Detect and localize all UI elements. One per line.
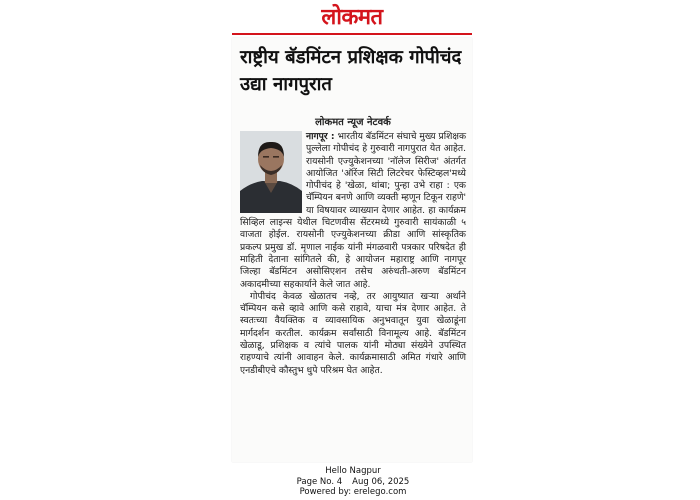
page-footer (283, 466, 423, 498)
masthead-divider (232, 33, 472, 35)
newspaper-logo: लोकमत (321, 4, 383, 30)
dateline: नागपूर : (306, 131, 335, 142)
page-number: Page No. 4 (296, 476, 343, 487)
edition-date: Aug 06, 2025 (352, 476, 410, 487)
article-body (240, 131, 466, 377)
paragraph-1-text: भारतीय बॅडमिंटन संघाचे मुख्य प्रशिक्षक पुल्लेला गोपीचंद हे गुरुवारी नागपुरात येत आहेत. रायसोनी एज्युकेशनच्या 'नॉलेज सिरीज' अंतर्गत आयोजित 'ऑरेंज सिटी लिटरेचर फेस्टिव्हल'मध्ये गोपीचंद हे 'खेळा, थांबा; पुन्हा उभे राहा : एक चॅम्पियन बनणे आणि व्यक्ती म्हणून टिकून राहणे' या विषयावर व्याख्यान देणार आहेत. हा कार्यक्रम सिव्हिल लाइन्स येथील चिटणवीस सेंटरमध्ये गुरुवारी सायंकाळी ५ वाजता होईल. रायसोनी एज्युकेशनच्या क्रीडा आणि सांस्कृतिक प्रकल्प प्रमुख डॉ. मृणाल नाईक यांनी मंगळवारी पत्रकार परिषदेत ही माहिती देताना सांगितले की, हे आयोजन महाराष्ट्र आणि नागपूर जिल्हा बॅडमिंटन असोसिएशन तसेच अरुंधती-अरुण बॅडमिंटन अकादमीच्या सहकार्याने केले जात आहे. (240, 131, 467, 290)
page-info (297, 477, 410, 488)
photo-spacer (240, 131, 306, 215)
article-byline: लोकमत न्यूज नेटवर्क (315, 117, 391, 128)
masthead (232, 4, 472, 34)
edition-name: Hello Nagpur (325, 466, 381, 476)
article-paragraph (240, 291, 466, 377)
article-headline: राष्ट्रीय बॅडमिंटन प्रशिक्षक गोपीचंद उद्या नागपुरात (240, 47, 462, 95)
powered-by-link[interactable]: Powered by: erelego.com (299, 487, 407, 497)
paragraph-2-text: गोपीचंद केवळ खेळातच नव्हे, तर आयुष्यात खऱ्या अर्थाने चॅम्पियन कसे व्हावे आणि कसे राहावे, याचा मंत्र देणार आहेत. ते स्वतःच्या वैयक्तिक व व्यावसायिक अनुभवातून युवा खेळाडूंना मार्गदर्शन करतील. कार्यक्रम सर्वांसाठी विनामूल्य आहे. बॅडमिंटन खेळाडू, प्रशिक्षक व त्यांचे पालक यांनी मोठ्या संख्येने उपस्थित राहण्याचे त्यांनी आवाहन केले. कार्यक्रमासाठी अमित गंधारे आणि एनडीबीएचे कौस्तुभ धुपे परिश्रम घेत आहेत. (240, 290, 466, 376)
